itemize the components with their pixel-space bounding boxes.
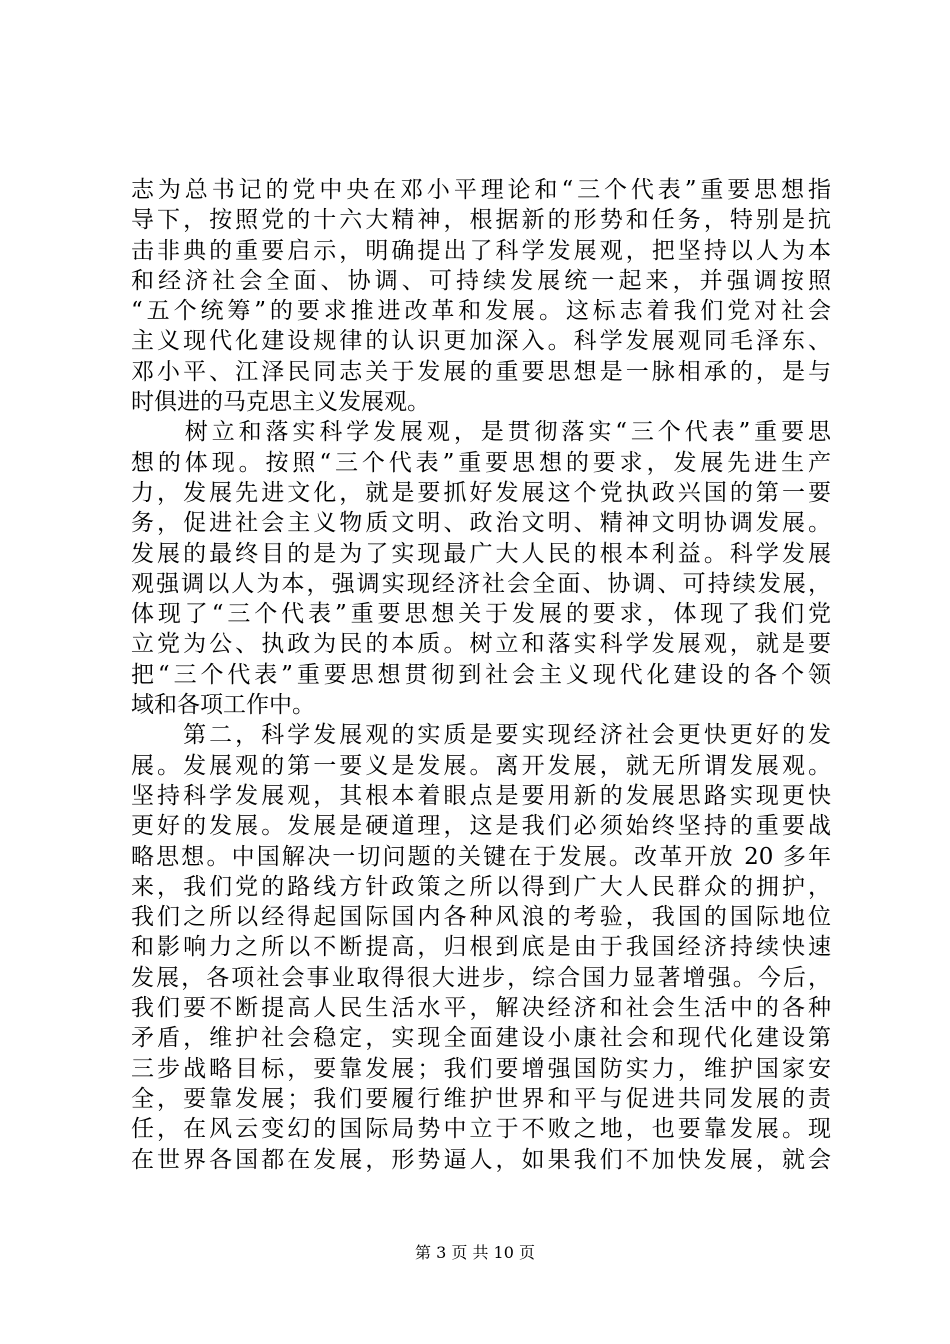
text-line: 略思想。中国解决一切问题的关键在于发展。改革开放 20 多年	[131, 843, 831, 870]
text-line: 来，我们党的路线方针政策之所以得到广大人民群众的拥护，	[131, 873, 831, 900]
text-line: 展。发展观的第一要义是发展。离开发展，就无所谓发展观。	[131, 752, 831, 779]
text-line: 坚持科学发展观，其根本着眼点是要用新的发展思路实现更快	[131, 782, 831, 809]
text-line: 把“三个代表”重要思想贯彻到社会主义现代化建设的各个领	[131, 661, 831, 688]
text-line: 体现了“三个代表”重要思想关于发展的要求，体现了我们党	[131, 601, 831, 628]
text-line: 时俱进的马克思主义发展观。	[131, 389, 430, 416]
page-footer: 第 3 页 共 10 页	[415, 1243, 535, 1262]
text-line: 我们之所以经得起国际国内各种风浪的考验，我国的国际地位	[131, 904, 831, 931]
text-line: 任，在风云变幻的国际局势中立于不败之地，也要靠发展。现	[131, 1116, 831, 1143]
text-line: 树立和落实科学发展观，是贯彻落实“三个代表”重要思	[131, 419, 831, 446]
text-line: 矛盾，维护社会稳定，实现全面建设小康社会和现代化建设第	[131, 1025, 831, 1052]
text-line: 观强调以人为本，强调实现经济社会全面、协调、可持续发展，	[131, 570, 831, 597]
text-line: 发展，各项社会事业取得很大进步，综合国力显著增强。今后，	[131, 964, 831, 991]
text-line: 在世界各国都在发展，形势逼人，如果我们不加快发展，就会	[131, 1146, 831, 1173]
text-line: 域和各项工作中。	[131, 692, 315, 719]
text-line: 立党为公、执政为民的本质。树立和落实科学发展观，就是要	[131, 631, 831, 658]
text-line: 全，要靠发展；我们要履行维护世界和平与促进共同发展的责	[131, 1085, 831, 1112]
document-body	[131, 175, 831, 1175]
text-line: 击非典的重要启示，明确提出了科学发展观，把坚持以人为本	[131, 237, 831, 264]
text-line: 三步战略目标，要靠发展；我们要增强国防实力，维护国家安	[131, 1055, 831, 1082]
text-line: 发展的最终目的是为了实现最广大人民的根本利益。科学发展	[131, 540, 831, 567]
text-line: 和经济社会全面、协调、可持续发展统一起来，并强调按照	[131, 267, 831, 294]
text-line: 我们要不断提高人民生活水平，解决经济和社会生活中的各种	[131, 995, 831, 1022]
text-line: 邓小平、江泽民同志关于发展的重要思想是一脉相承的，是与	[131, 358, 831, 385]
text-line: 第二，科学发展观的实质是要实现经济社会更快更好的发	[131, 722, 831, 749]
text-line: 务，促进社会主义物质文明、政治文明、精神文明协调发展。	[131, 510, 831, 537]
text-line: “五个统筹”的要求推进改革和发展。这标志着我们党对社会	[131, 298, 831, 325]
text-line: 更好的发展。发展是硬道理，这是我们必须始终坚持的重要战	[131, 813, 831, 840]
text-line: 想的体现。按照“三个代表”重要思想的要求，发展先进生产	[131, 449, 831, 476]
text-line: 志为总书记的党中央在邓小平理论和“三个代表”重要思想指	[131, 177, 831, 203]
text-line: 主义现代化建设规律的认识更加深入。科学发展观同毛泽东、	[131, 328, 831, 355]
text-line: 导下，按照党的十六大精神，根据新的形势和任务，特别是抗	[131, 207, 831, 234]
text-line: 和影响力之所以不断提高，归根到底是由于我国经济持续快速	[131, 934, 831, 961]
text-line: 力，发展先进文化，就是要抓好发展这个党执政兴国的第一要	[131, 479, 831, 506]
